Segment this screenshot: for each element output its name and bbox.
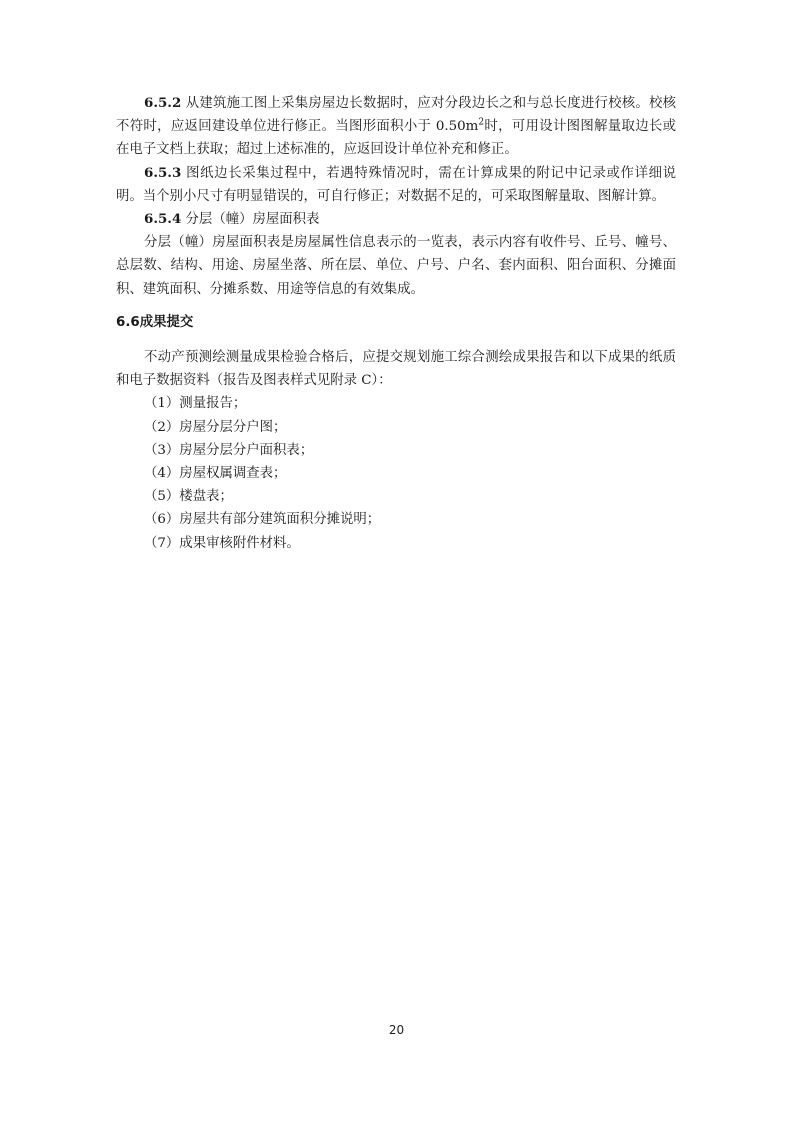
paragraph-6-5-3 <box>116 162 676 208</box>
list-item: （5）楼盘表； <box>144 489 233 505</box>
section-number: 6.5.4 <box>144 211 182 228</box>
section-heading-6-6: 6.6成果提交 <box>116 314 194 330</box>
document-body <box>116 92 676 555</box>
list-item: （6）房屋共有部分建筑面积分摊说明； <box>144 512 381 528</box>
paragraph-6-6-intro: 不动产预测绘测量成果检验合格后，应提交规划施工综合测绘成果报告和以下成果的纸质和电子数据资料（报告及图表样式见附录 C）： <box>116 350 676 389</box>
paragraph-text: 从建筑施工图上采集房屋边长数据时，应对分段边长之和与总长度进行校核。校核不符时，应返回建设单位进行修正。当图形面积小于 0.50m <box>116 96 676 135</box>
subsection-title-text: 分层（幢）房屋面积表 <box>181 212 320 228</box>
list-item: （3）房屋分层分户面积表； <box>144 442 314 458</box>
section-number: 6.5.3 <box>144 164 182 181</box>
list-item: （2）房屋分层分户图； <box>144 419 287 435</box>
paragraph-text: 图纸边长采集过程中，若遇特殊情况时，需在计算成果的附记中记录或作详细说明。当个别小尺寸有明显错误的，可自行修正；对数据不足的，可采取图解量取、图解计算。 <box>116 165 676 204</box>
list-item: （7）成果审核附件材料。 <box>144 535 300 551</box>
superscript: 2 <box>478 117 485 128</box>
list-item: （1）测量报告； <box>144 396 247 412</box>
deliverables-list <box>116 392 676 554</box>
paragraph-text: 时，可用设计图图解量取边长或在电子文档上获取；超过上述标准的，应返回设计单位补充和修正。 <box>116 119 676 158</box>
subsection-title-6-5-4 <box>116 208 676 231</box>
section-number: 6.5.2 <box>144 95 182 111</box>
paragraph-6-5-2 <box>116 92 676 162</box>
page-number: 20 <box>388 1023 405 1037</box>
paragraph-6-5-4-body: 分层（幢）房屋面积表是房屋属性信息表示的一览表，表示内容有收件号、丘号、幢号、总层数、结构、用途、房屋坐落、所在层、单位、户号、户名、套内面积、阳台面积、分摊面积、建筑面积、分摊系数、用途等信息的有效集成。 <box>116 235 676 297</box>
list-item: （4）房屋权属调查表； <box>144 466 287 482</box>
